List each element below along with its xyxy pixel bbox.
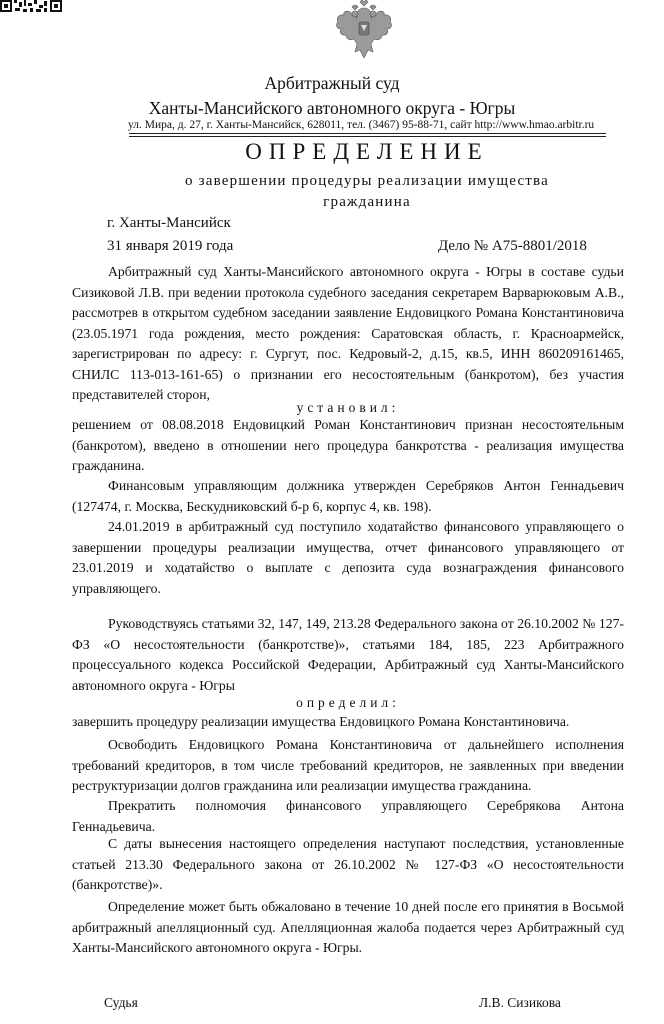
court-name: Арбитражный суд — [264, 73, 400, 93]
ruled-heading: определил: — [296, 695, 400, 710]
established-paragraph: решением от 08.08.2018 Ендовицкий Роман Константинович признан несостоятельным (банкротом), введено в отношении него процедура банкротства - реализация имущества гражданина. — [72, 417, 624, 473]
ruled-paragraph: Освободить Ендовицкого Романа Константиновича от дальнейшего исполнения требований кредиторов, в том числе требований кредиторов, не заявленных при введении реструктуризации долгов гражданина или реализации имущества гражданина. — [72, 737, 624, 793]
appeal-paragraph: Определение может быть обжаловано в течение 10 дней после его принятия в Восьмой арбитражный апелляционный суд. Апелляционная жалоба подается через Арбитражный суд Ханты-Мансийского автономного округа - Югры. — [72, 899, 624, 955]
document-city: г. Ханты-Мансийск — [107, 215, 231, 231]
ruled-paragraph: завершить процедуру реализации имущества Ендовицкого Романа Константиновича. — [72, 714, 570, 729]
established-heading: установил: — [296, 400, 400, 415]
ruled-paragraph: Прекратить полномочия финансового управляющего Серебрякова Антона Геннадьевича. — [72, 798, 624, 834]
document-title: ОПРЕДЕЛЕНИЕ — [245, 139, 489, 164]
qr-code — [0, 0, 62, 12]
signature-role: Судья — [104, 995, 138, 1010]
signature-name: Л.В. Сизикова — [479, 995, 561, 1010]
coat-of-arms-icon — [333, 0, 395, 60]
header-divider — [129, 133, 606, 134]
court-address: ул. Мира, д. 27, г. Ханты-Мансийск, 628011, тел. (3467) 95-88-71, сайт http://www.hmao.arbitr.ru — [128, 119, 595, 131]
court-region: Ханты-Мансийского автономного округа - Югры — [148, 98, 516, 118]
established-paragraph: Финансовым управляющим должника утвержден Серебряков Антон Геннадьевич (127474, г. Москва, Бескудниковский б-р 6, корпус 4, кв. 198). — [72, 478, 624, 514]
document-subject-continued: гражданина — [323, 194, 411, 210]
established-paragraph: 24.01.2019 в арбитражный суд поступило ходатайство финансового управляющего о завершении процедуры реализации имущества, отчет финансового управляющего от 23.01.2019 и ходатайство о выплате с депозита суда вознаграждения финансового управляющего. — [72, 519, 624, 596]
document-subject: о завершении процедуры реализации имущества — [184, 173, 549, 189]
guided-paragraph: Руководствуясь статьями 32, 147, 149, 213.28 Федерального закона от 26.10.2002 № 127-ФЗ «О несостоятельности (банкротстве)», статьями 184, 185, 223 Арбитражного процессуального кодекса Российской Федерации, Арбитражный суд Ханты-Мансийского автономного округа - Югры — [72, 616, 624, 693]
ruled-paragraph: С даты вынесения настоящего определения наступают последствия, установленные статьей 213.30 Федерального закона от 26.10.2002 № 127-ФЗ «О несостоятельности (банкротстве)». — [72, 836, 624, 892]
case-number: Дело № А75-8801/2018 — [438, 238, 587, 254]
intro-paragraph: Арбитражный суд Ханты-Мансийского автономного округа - Югры в составе судьи Сизиковой Л.В. при ведении протокола судебного заседания секретарем Варварюковым А.В., рассмотрев в открытом судебном заседании заявление Ендовицкого Романа Константиновича (23.05.1971 года рождения, место рождения: Саратовская область, г. Красноармейск, зарегистрирован по адресу: г. Сургут, пос. Кедровый-2, д.15, кв.5, ИНН 860209161465, СНИЛС 113-013-161-65) о признании его несостоятельным (банкротом), без участия представителей сторон, — [72, 264, 624, 402]
document-date: 31 января 2019 года — [107, 238, 234, 254]
header-divider — [129, 136, 606, 137]
